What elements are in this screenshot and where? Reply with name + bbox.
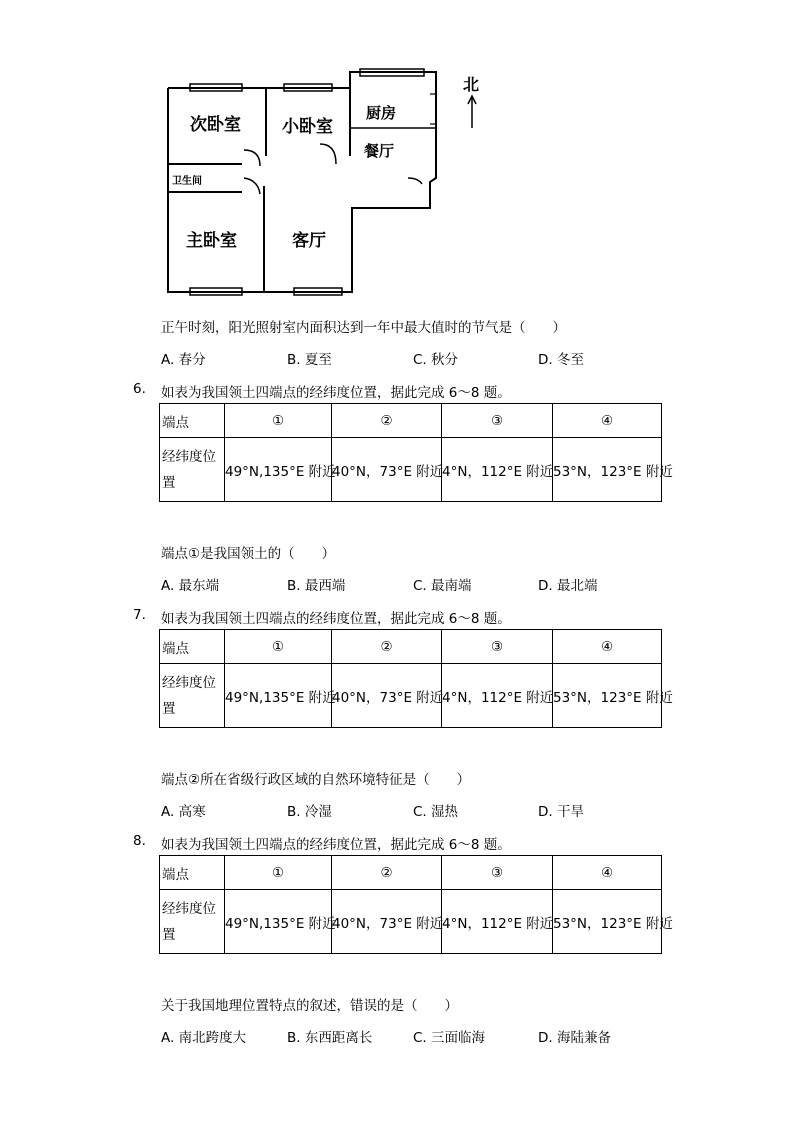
table-header-cell: ③ bbox=[442, 630, 553, 664]
table-cell: 49°N,135°E 附近 bbox=[225, 438, 332, 502]
table-cell: 40°N，73°E 附近 bbox=[332, 438, 442, 502]
q8-intro: 如表为我国领土四端点的经纬度位置，据此完成 6～8 题。 bbox=[161, 837, 511, 853]
table-cell: 4°N，112°E 附近 bbox=[442, 438, 553, 502]
q5-option-a: A. 春分 bbox=[161, 352, 206, 368]
table-header-cell: ② bbox=[332, 856, 442, 890]
q6-stem: 端点①是我国领土的（ ） bbox=[161, 546, 336, 562]
q7-option-a: A. 高寒 bbox=[161, 804, 206, 820]
q6-option-d: D. 最北端 bbox=[538, 578, 598, 594]
q8-endpoint-table bbox=[159, 855, 673, 954]
room-label-kitchen: 厨房 bbox=[366, 104, 397, 122]
q6-endpoint-table bbox=[159, 403, 673, 502]
north-label: 北 bbox=[463, 75, 480, 94]
table-header-cell: 端点 bbox=[160, 404, 225, 438]
q5-option-d: D. 冬至 bbox=[538, 352, 584, 368]
q7-option-d: D. 干旱 bbox=[538, 804, 584, 820]
q8-option-c: C. 三面临海 bbox=[413, 1030, 486, 1046]
q7-number: 7. bbox=[133, 607, 146, 623]
q6-option-b: B. 最西端 bbox=[287, 578, 346, 594]
table-cell: 49°N,135°E 附近 bbox=[225, 890, 332, 954]
q8-option-a: A. 南北跨度大 bbox=[161, 1030, 247, 1046]
table-row-label: 经纬度位 置 bbox=[160, 890, 225, 954]
q8-option-b: B. 东西距离长 bbox=[287, 1030, 373, 1046]
q6-option-a: A. 最东端 bbox=[161, 578, 220, 594]
q8-stem: 关于我国地理位置特点的叙述，错误的是（ ） bbox=[161, 998, 458, 1014]
floor-plan-diagram bbox=[160, 66, 500, 302]
table-header-cell: ④ bbox=[553, 856, 662, 890]
q5-option-c: C. 秋分 bbox=[413, 352, 459, 368]
q8-option-d: D. 海陆兼备 bbox=[538, 1030, 611, 1046]
room-label-master-bedroom: 主卧室 bbox=[186, 231, 237, 251]
room-label-bathroom: 卫生间 bbox=[172, 176, 202, 187]
table-row-label: 经纬度位 置 bbox=[160, 438, 225, 502]
table-header-cell: ④ bbox=[553, 404, 662, 438]
table-header-cell: ④ bbox=[553, 630, 662, 664]
room-label-living-room: 客厅 bbox=[292, 231, 326, 251]
q7-option-c: C. 湿热 bbox=[413, 804, 459, 820]
q6-intro: 如表为我国领土四端点的经纬度位置，据此完成 6～8 题。 bbox=[161, 385, 511, 401]
table-header-cell: 端点 bbox=[160, 630, 225, 664]
q5-stem: 正午时刻，阳光照射室内面积达到一年中最大值时的节气是（ ） bbox=[161, 320, 566, 336]
table-cell: 53°N，123°E 附近 bbox=[553, 438, 662, 502]
room-label-dining: 餐厅 bbox=[364, 142, 395, 160]
q7-option-b: B. 冷湿 bbox=[287, 804, 332, 820]
room-label-small-bedroom: 小卧室 bbox=[282, 117, 333, 137]
table-cell: 49°N,135°E 附近 bbox=[225, 664, 332, 728]
table-row-label: 经纬度位 置 bbox=[160, 664, 225, 728]
table-header-cell: ③ bbox=[442, 856, 553, 890]
table-header-cell: 端点 bbox=[160, 856, 225, 890]
table-header-cell: ① bbox=[225, 630, 332, 664]
q5-option-b: B. 夏至 bbox=[287, 352, 332, 368]
room-label-second-bedroom: 次卧室 bbox=[190, 115, 241, 135]
q6-number: 6. bbox=[133, 381, 146, 397]
table-cell: 40°N，73°E 附近 bbox=[332, 890, 442, 954]
q8-number: 8. bbox=[133, 833, 146, 849]
table-header-cell: ① bbox=[225, 856, 332, 890]
q7-stem: 端点②所在省级行政区域的自然环境特征是（ ） bbox=[161, 772, 471, 788]
table-cell: 53°N，123°E 附近 bbox=[553, 890, 662, 954]
table-header-cell: ① bbox=[225, 404, 332, 438]
table-cell: 4°N，112°E 附近 bbox=[442, 664, 553, 728]
table-header-cell: ③ bbox=[442, 404, 553, 438]
q7-intro: 如表为我国领土四端点的经纬度位置，据此完成 6～8 题。 bbox=[161, 611, 511, 627]
table-cell: 4°N，112°E 附近 bbox=[442, 890, 553, 954]
table-cell: 40°N，73°E 附近 bbox=[332, 664, 442, 728]
table-header-cell: ② bbox=[332, 404, 442, 438]
q7-endpoint-table bbox=[159, 629, 673, 728]
q6-option-c: C. 最南端 bbox=[413, 578, 472, 594]
table-cell: 53°N，123°E 附近 bbox=[553, 664, 662, 728]
table-header-cell: ② bbox=[332, 630, 442, 664]
